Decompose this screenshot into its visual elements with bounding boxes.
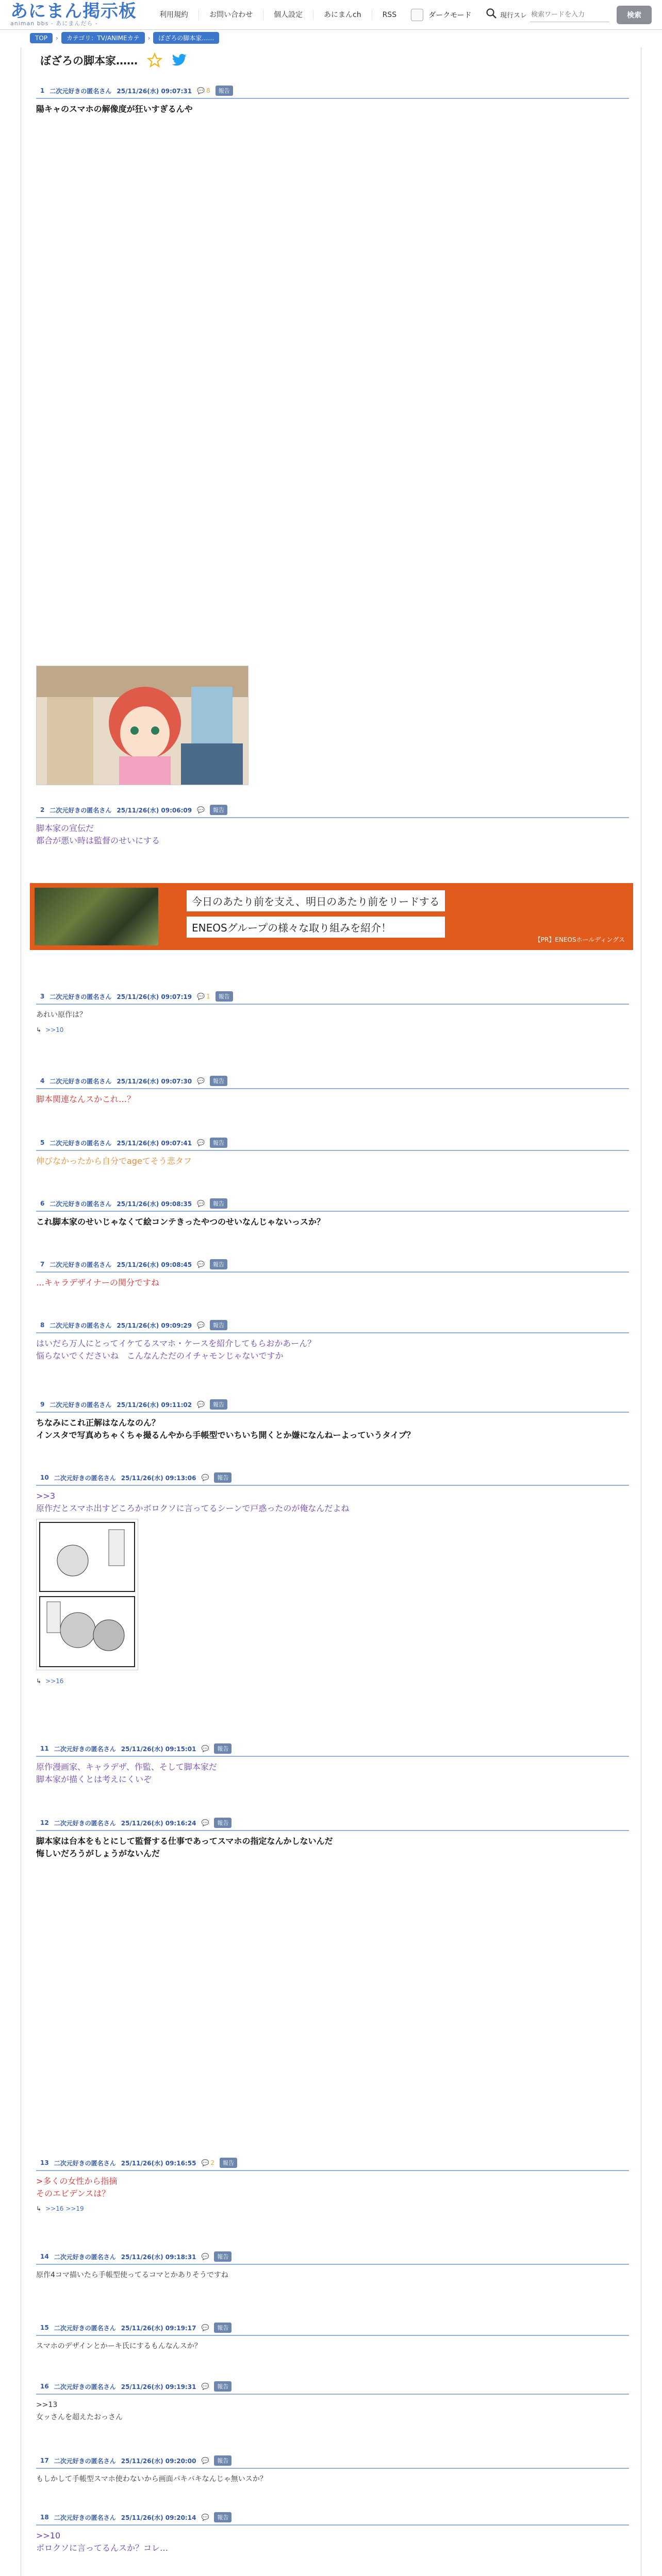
post-number[interactable]: 14 bbox=[40, 2253, 49, 2260]
reply-icon: 💬 bbox=[201, 2383, 209, 2390]
poster-name: 二次元好きの匿名さん bbox=[54, 2457, 116, 2465]
post-header bbox=[36, 1198, 629, 1212]
post-header bbox=[36, 1472, 629, 1486]
post-header bbox=[36, 2323, 629, 2336]
post-date: 25/11/26(水) 09:07:41 bbox=[117, 1139, 192, 1147]
reply-count[interactable] bbox=[201, 1819, 209, 1826]
site-logo[interactable] bbox=[10, 3, 137, 27]
dark-mode-checkbox[interactable] bbox=[411, 9, 423, 21]
post-body: 脚本家は台本をもとにして監督する仕事であってスマホの指定なんかしないんだ 悔しいだろうがしょうがないんだ bbox=[36, 1836, 333, 1858]
breadcrumb bbox=[30, 32, 662, 44]
poster-name: 二次元好きの匿名さん bbox=[49, 1261, 112, 1268]
post-date: 25/11/26(水) 09:07:31 bbox=[117, 87, 192, 95]
post-body: 伸びなかったから自分でageてそう悲タフ bbox=[36, 1156, 192, 1166]
post-body: スマホのデザインとかーキ氏にするもんなんスか？ bbox=[36, 2342, 202, 2350]
reply-icon: 💬 bbox=[197, 1200, 205, 1207]
reply-count[interactable] bbox=[201, 2253, 209, 2260]
breadcrumb-thread[interactable]: ぼざろの脚本家…… bbox=[153, 32, 219, 44]
reply-count[interactable] bbox=[197, 1139, 205, 1146]
reply-icon: 💬 bbox=[201, 1745, 209, 1752]
reply-links bbox=[36, 1026, 629, 1033]
post-date: 25/11/26(水) 09:08:35 bbox=[117, 1200, 192, 1208]
breadcrumb-top[interactable]: TOP bbox=[30, 33, 53, 43]
reply-count[interactable] bbox=[197, 1261, 205, 1268]
post bbox=[36, 1472, 629, 1685]
nav-terms[interactable]: 利用規約 bbox=[149, 10, 199, 20]
post-header bbox=[36, 86, 629, 99]
report-button[interactable]: 報告 bbox=[210, 1320, 227, 1330]
post-date: 25/11/26(水) 09:18:31 bbox=[121, 2253, 196, 2261]
post-header bbox=[36, 1743, 629, 1757]
ad-line-2: ENEOSグループの様々な取り組みを紹介！ bbox=[187, 917, 445, 938]
post-number[interactable]: 4 bbox=[40, 1077, 45, 1084]
post bbox=[36, 991, 629, 1033]
reply-links bbox=[36, 1677, 629, 1685]
nav-rss[interactable]: RSS bbox=[382, 10, 397, 19]
reply-icon: 💬 bbox=[197, 993, 205, 1000]
reply-icon: 💬 bbox=[201, 2457, 209, 2464]
post-header bbox=[36, 1259, 629, 1273]
post-number[interactable]: 15 bbox=[40, 2324, 49, 2331]
post-header bbox=[36, 1076, 629, 1089]
post bbox=[36, 2323, 629, 2352]
post bbox=[36, 1743, 629, 1786]
post-header bbox=[36, 1399, 629, 1413]
post bbox=[36, 2251, 629, 2281]
report-button[interactable]: 報告 bbox=[210, 1399, 227, 1410]
ad-photo bbox=[35, 888, 158, 945]
ad-sponsor: 【PR】ENEOSホールディングス bbox=[534, 936, 625, 943]
post bbox=[36, 1259, 629, 1289]
search-area bbox=[486, 6, 652, 24]
post-number[interactable]: 18 bbox=[40, 2514, 49, 2521]
ad-text bbox=[187, 890, 445, 948]
post bbox=[36, 1818, 629, 1860]
post-body: >>13 女ッさんを超えたおっさん bbox=[36, 2401, 123, 2421]
reply-count[interactable] bbox=[201, 1474, 209, 1481]
nav-animanch[interactable]: あにまんch bbox=[313, 10, 372, 20]
reply-icon: 💬 bbox=[197, 1139, 205, 1146]
post bbox=[36, 1138, 629, 1167]
reply-count[interactable] bbox=[197, 1401, 205, 1408]
reply-arrow-icon: ↳ bbox=[36, 2205, 42, 2212]
report-button[interactable]: 報告 bbox=[214, 2381, 231, 2392]
star-icon[interactable] bbox=[147, 53, 162, 68]
post bbox=[36, 86, 629, 787]
report-button[interactable]: 報告 bbox=[214, 2455, 231, 2466]
poster-name: 二次元好きの匿名さん bbox=[49, 993, 112, 1001]
twitter-icon[interactable] bbox=[172, 54, 187, 67]
reply-count[interactable] bbox=[197, 1077, 205, 1084]
post bbox=[36, 2381, 629, 2424]
post-header bbox=[36, 1818, 629, 1831]
poster-name: 二次元好きの匿名さん bbox=[49, 1401, 112, 1409]
reply-count[interactable] bbox=[201, 2457, 209, 2464]
nav-settings[interactable]: 個人設定 bbox=[263, 10, 313, 20]
reply-icon: 💬 bbox=[197, 87, 205, 94]
poster-name: 二次元好きの匿名さん bbox=[54, 2383, 116, 2391]
reply-count[interactable] bbox=[201, 2514, 209, 2521]
nav-contact[interactable]: お問い合わせ bbox=[199, 10, 263, 20]
post-body: はいだら万人にとってイケてるスマホ・ケースを紹介してもらおかあーん？ 悩らないでくださいね こんなんただのイチャモンじゃないですか bbox=[36, 1338, 316, 1361]
reply-icon: 💬 bbox=[201, 2514, 209, 2521]
search-button[interactable]: 検索 bbox=[617, 6, 652, 24]
breadcrumb-separator: › bbox=[56, 34, 58, 42]
site-header bbox=[0, 0, 662, 30]
reply-count[interactable] bbox=[201, 1745, 209, 1752]
reply-links bbox=[36, 2205, 629, 2212]
post-number[interactable]: 12 bbox=[40, 1819, 49, 1826]
reply-icon: 💬 bbox=[197, 1261, 205, 1268]
reply-icon: 💬 bbox=[201, 2324, 209, 2331]
poster-name: 二次元好きの匿名さん bbox=[54, 2324, 116, 2332]
post-body: …キャラデザイナーの関分ですね bbox=[36, 1278, 159, 1287]
report-button[interactable]: 報告 bbox=[216, 991, 233, 1002]
post bbox=[36, 1399, 629, 1442]
reply-arrow-icon: ↳ bbox=[36, 1677, 42, 1685]
poster-name: 二次元好きの匿名さん bbox=[54, 2514, 116, 2521]
report-button[interactable]: 報告 bbox=[210, 805, 227, 815]
post-header bbox=[36, 2455, 629, 2469]
reply-link[interactable]: >>16 >>19 bbox=[45, 2205, 84, 2212]
post-body: 脚本関連なんスかこれ…？ bbox=[36, 1094, 136, 1104]
reply-count[interactable]: 💬 2 bbox=[201, 2159, 215, 2166]
reply-count[interactable] bbox=[197, 1321, 205, 1329]
post-number[interactable]: 17 bbox=[40, 2457, 49, 2464]
reply-icon: 💬 bbox=[197, 806, 205, 814]
post-number[interactable]: 2 bbox=[40, 806, 45, 814]
post-body: 脚本家の宣伝だ 都合が悪い時は監督のせいにする bbox=[36, 823, 160, 845]
post-body: >>10 ボロクソに言ってるんスか？コレ… bbox=[36, 2531, 169, 2553]
reply-icon: 💬 bbox=[201, 2253, 209, 2260]
post-date: 25/11/26(水) 09:13:06 bbox=[121, 1474, 196, 1482]
reply-count[interactable] bbox=[197, 806, 205, 814]
post-date: 25/11/26(水) 09:20:00 bbox=[121, 2457, 196, 2465]
post bbox=[36, 2512, 629, 2554]
report-button[interactable]: 報告 bbox=[210, 1138, 227, 1148]
search-input[interactable] bbox=[530, 7, 609, 22]
poster-name: 二次元好きの匿名さん bbox=[54, 1745, 116, 1753]
post-number[interactable]: 5 bbox=[40, 1139, 45, 1146]
post-number[interactable]: 10 bbox=[40, 1474, 49, 1481]
reply-icon: 💬 bbox=[197, 1077, 205, 1084]
post-number[interactable]: 1 bbox=[40, 87, 45, 94]
poster-name: 二次元好きの匿名さん bbox=[49, 1200, 112, 1208]
breadcrumb-separator: › bbox=[147, 34, 151, 42]
report-button[interactable]: 報告 bbox=[210, 1259, 227, 1269]
post-header bbox=[36, 1320, 629, 1333]
reply-icon: 💬 bbox=[201, 1819, 209, 1826]
report-button[interactable]: 報告 bbox=[214, 1472, 231, 1483]
reply-icon: 💬 bbox=[201, 1474, 209, 1481]
poster-name: 二次元好きの匿名さん bbox=[49, 1321, 112, 1329]
post-date: 25/11/26(水) 09:15:01 bbox=[121, 1745, 196, 1753]
post-date: 25/11/26(水) 09:16:55 bbox=[121, 2159, 196, 2167]
post-body: もしかして手帳型スマホ使わないから画面バキバキなんじゃ無いスか？ bbox=[36, 2475, 267, 2483]
dark-mode-toggle[interactable] bbox=[411, 9, 471, 21]
poster-name: 二次元好きの匿名さん bbox=[49, 806, 112, 814]
post bbox=[36, 1076, 629, 1106]
post-date: 25/11/26(水) 09:09:29 bbox=[117, 1321, 192, 1329]
poster-name: 二次元好きの匿名さん bbox=[49, 1139, 112, 1147]
post-date: 25/11/26(水) 09:06:09 bbox=[117, 806, 192, 814]
header-nav bbox=[149, 10, 407, 20]
reply-link[interactable]: >>16 bbox=[45, 1677, 64, 1685]
dark-mode-label: ダークモード bbox=[428, 11, 472, 20]
post-date: 25/11/26(水) 09:16:24 bbox=[121, 1819, 196, 1827]
post bbox=[36, 805, 629, 847]
post-date: 25/11/26(水) 09:08:45 bbox=[117, 1261, 192, 1268]
post-date: 25/11/26(水) 09:19:17 bbox=[121, 2324, 196, 2332]
post bbox=[36, 1198, 629, 1228]
logo-subtext: animan bbs - あにまんだら - bbox=[10, 20, 98, 27]
report-button[interactable]: 報告 bbox=[210, 1198, 227, 1209]
post-header bbox=[36, 2158, 629, 2171]
poster-name: 二次元好きの匿名さん bbox=[54, 2253, 116, 2261]
post bbox=[36, 1320, 629, 1362]
post-number[interactable]: 3 bbox=[40, 993, 45, 1000]
reply-arrow-icon: ↳ bbox=[36, 1026, 42, 1033]
report-button[interactable]: 報告 bbox=[214, 1743, 231, 1754]
poster-name: 二次元好きの匿名さん bbox=[49, 1077, 112, 1085]
post-body: ちなみにこれ正解はなんなのん？ インスタで写真めちゃくちゃ撮るんやから手帳型でいちいち開くとか嫌になんねーよっていうタイプ？ bbox=[36, 1418, 415, 1440]
poster-name: 二次元好きの匿名さん bbox=[49, 87, 112, 95]
thread-title-bar bbox=[40, 53, 187, 68]
post-number[interactable]: 13 bbox=[40, 2159, 49, 2166]
poster-name: 二次元好きの匿名さん bbox=[54, 1819, 116, 1827]
post-header bbox=[36, 2512, 629, 2526]
ad-banner[interactable] bbox=[30, 883, 633, 950]
post-date: 25/11/26(水) 09:07:19 bbox=[117, 993, 192, 1001]
logo-text: あにまん掲示板 bbox=[10, 1, 137, 22]
post-blank-space bbox=[36, 115, 629, 662]
post-body: 原作漫画家、キャラデザ、作監、そして脚本家だ 脚本家が描くとは考えにくいぞ bbox=[36, 1762, 217, 1784]
ad-line-1: 今日のあたり前を支え、明日のあたり前をリードする bbox=[187, 890, 445, 911]
post-body: これ脚本家のせいじゃなくて絵コンテきったやつのせいなんじゃないっスか？ bbox=[36, 1217, 325, 1227]
report-button[interactable]: 報告 bbox=[214, 2323, 231, 2333]
post-date: 25/11/26(水) 09:07:30 bbox=[117, 1077, 192, 1085]
poster-name: 二次元好きの匿名さん bbox=[54, 2159, 116, 2167]
report-button[interactable]: 報告 bbox=[214, 2512, 231, 2522]
post-date: 25/11/26(水) 09:19:31 bbox=[121, 2383, 196, 2391]
post-number[interactable]: 7 bbox=[40, 1261, 45, 1268]
poster-name: 二次元好きの匿名さん bbox=[54, 1474, 116, 1482]
post-number[interactable]: 11 bbox=[40, 1745, 49, 1752]
reply-count[interactable] bbox=[197, 1200, 205, 1207]
reply-count[interactable]: 💬 8 bbox=[197, 87, 210, 94]
post-image-anime-girl[interactable] bbox=[36, 666, 249, 785]
post-number[interactable]: 6 bbox=[40, 1200, 45, 1207]
reply-count[interactable]: 💬 1 bbox=[197, 993, 210, 1000]
report-button[interactable]: 報告 bbox=[210, 1076, 227, 1086]
post-body: >>3 原作だとスマホ出すどころかボロクソに言ってるシーンで戸惑ったのが俺なんだよね bbox=[36, 1491, 350, 1513]
post-body: 陽キャのスマホの解像度が狂いすぎるんや bbox=[36, 104, 193, 114]
reply-icon: 💬 bbox=[197, 1401, 205, 1408]
reply-count[interactable] bbox=[201, 2383, 209, 2390]
post-body: 原作4コマ描いたら手帳型使ってるコマとかありそうですね bbox=[36, 2271, 228, 2279]
search-icon bbox=[486, 8, 497, 22]
page-title: ぼざろの脚本家…… bbox=[40, 55, 138, 67]
post-header bbox=[36, 991, 629, 1005]
reply-icon: 💬 bbox=[197, 1321, 205, 1329]
report-button[interactable]: 報告 bbox=[214, 1818, 231, 1828]
post-number[interactable]: 16 bbox=[40, 2383, 49, 2390]
post-image-manga-panels[interactable] bbox=[36, 1519, 138, 1670]
report-button[interactable]: 報告 bbox=[220, 2158, 237, 2168]
post-body: あれい原作は？ bbox=[36, 1011, 87, 1019]
post-number[interactable]: 9 bbox=[40, 1401, 45, 1408]
report-button[interactable]: 報告 bbox=[214, 2251, 231, 2262]
report-button[interactable]: 報告 bbox=[216, 86, 233, 96]
breadcrumb-category[interactable]: カテゴリ：TV/ANIMEカテ bbox=[61, 32, 145, 44]
reply-icon: 💬 bbox=[201, 2159, 209, 2166]
post-body: >多くの女性から指摘 そのエビデンスは？ bbox=[36, 2176, 118, 2198]
post-header bbox=[36, 2381, 629, 2395]
post-header bbox=[36, 2251, 629, 2265]
post-number[interactable]: 8 bbox=[40, 1321, 45, 1329]
reply-link[interactable]: >>10 bbox=[45, 1026, 64, 1033]
post-date: 25/11/26(水) 09:20:14 bbox=[121, 2514, 196, 2521]
reply-count[interactable] bbox=[201, 2324, 209, 2331]
search-scope-select[interactable]: 現行スレ bbox=[500, 12, 527, 20]
post-header bbox=[36, 1138, 629, 1151]
post-header bbox=[36, 805, 629, 818]
post bbox=[36, 2158, 629, 2212]
post-date: 25/11/26(水) 09:11:02 bbox=[117, 1401, 192, 1409]
post bbox=[36, 2455, 629, 2485]
